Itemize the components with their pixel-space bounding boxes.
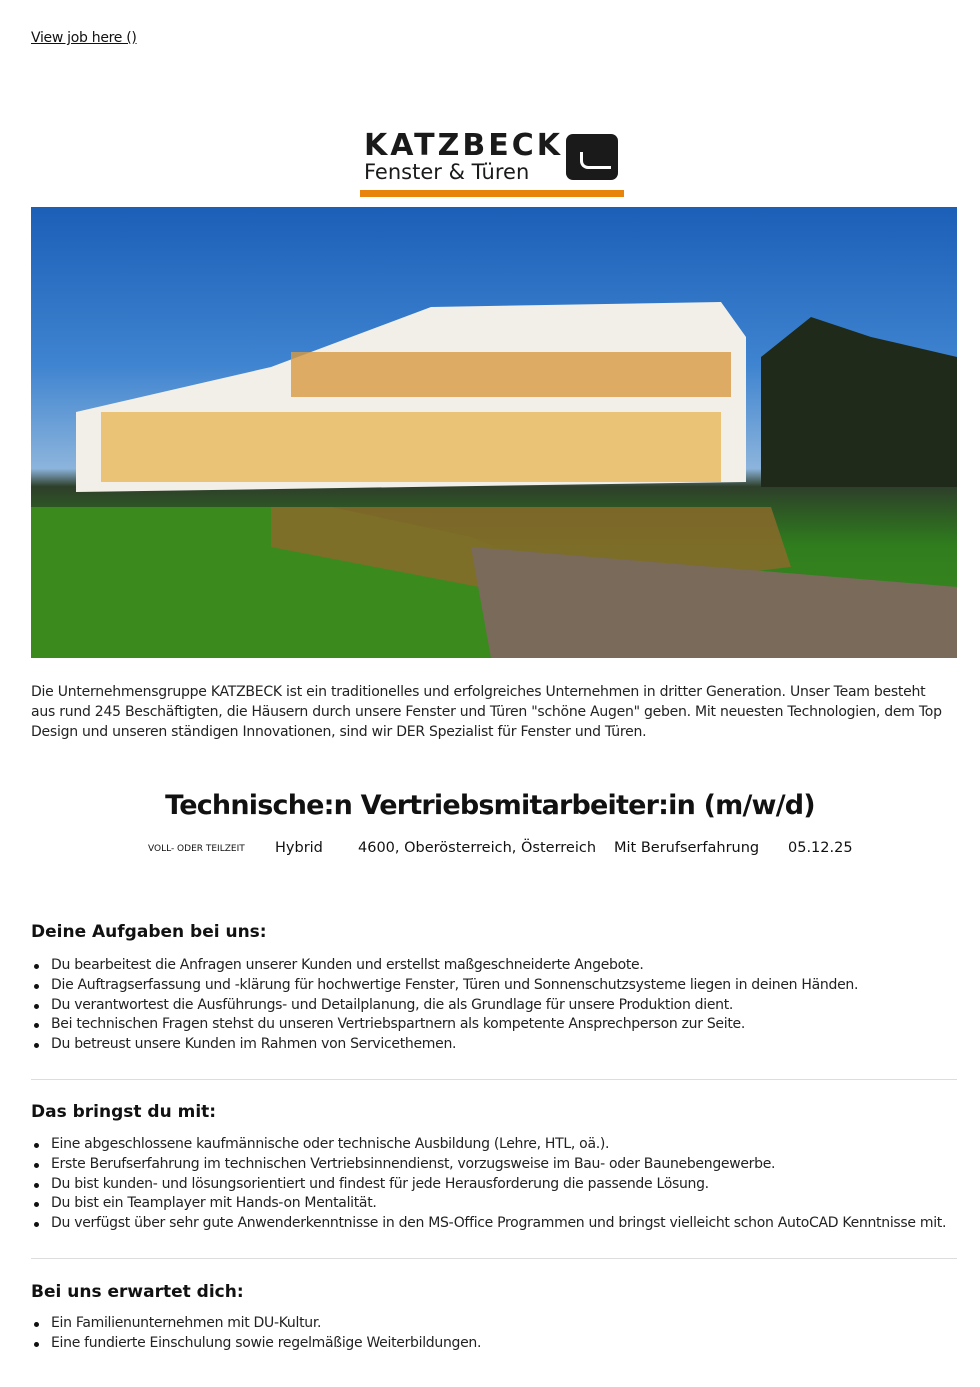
list-item: Erste Berufserfahrung im technischen Vertriebsinnendienst, vorzugsweise im Bau- oder Baunebengewerbe.	[51, 1155, 961, 1175]
employment-type: VOLL- ODER TEILZEIT	[148, 844, 245, 854]
list-item: Du bearbeitest die Anfragen unserer Kunden und erstellst maßgeschneiderte Angebote.	[51, 956, 961, 976]
list-item: Ein Familienunternehmen mit DU-Kultur.	[51, 1314, 961, 1334]
list-item: Du verfügst über sehr gute Anwenderkenntnisse in den MS-Office Programmen und bringst vielleicht schon AutoCAD Kenntnisse mit.	[51, 1214, 961, 1234]
section-heading-benefits: Bei uns erwartet dich:	[31, 1282, 244, 1302]
job-title: Technische:n Vertriebsmitarbeiter:in (m/w/d)	[165, 790, 815, 821]
experience-level: Mit Berufserfahrung	[614, 840, 760, 856]
divider	[31, 1079, 957, 1080]
job-location: 4600, Oberösterreich, Österreich	[358, 840, 597, 856]
list-item: Die Auftragserfassung und -klärung für hochwertige Fenster, Türen und Sonnenschutzsysteme liegen in deinen Händen.	[51, 976, 961, 996]
requirements-list	[51, 1135, 961, 1234]
cat-logo-icon	[566, 134, 618, 180]
hero-house-photo	[31, 207, 957, 658]
logo-tagline: Fenster & Türen	[364, 160, 530, 184]
company-intro: Die Unternehmensgruppe KATZBECK ist ein traditionelles und erfolgreiches Unternehmen in dritter Generation. Unser Team besteht aus rund 245 Beschäftigten, die Häusern durch unsere Fenster und Türen "schöne Augen" geben. Mit neuesten Technologien, dem Top Design und unseren ständigen Innovationen, sind wir DER Spezialist für Fenster und Türen.	[31, 684, 942, 740]
list-item: Eine abgeschlossene kaufmännische oder technische Ausbildung (Lehre, HTL, oä.).	[51, 1135, 961, 1155]
divider	[31, 1258, 957, 1259]
posting-date: 05.12.25	[788, 840, 853, 856]
company-logo	[360, 128, 624, 198]
view-job-link[interactable]: View job here ()	[31, 30, 137, 46]
section-heading-tasks: Deine Aufgaben bei uns:	[31, 922, 267, 942]
logo-name: KATZBECK	[364, 128, 563, 163]
list-item: Bei technischen Fragen stehst du unseren Vertriebspartnern als kompetente Ansprechperson zur Seite.	[51, 1015, 961, 1035]
list-item: Du bist ein Teamplayer mit Hands-on Mentalität.	[51, 1194, 961, 1214]
section-heading-requirements: Das bringst du mit:	[31, 1102, 217, 1122]
work-mode: Hybrid	[275, 840, 323, 856]
tasks-list	[51, 956, 961, 1055]
list-item: Eine fundierte Einschulung sowie regelmäßige Weiterbildungen.	[51, 1334, 961, 1354]
logo-accent-bar	[360, 190, 624, 197]
list-item: Du verantwortest die Ausführungs- und Detailplanung, die als Grundlage für unsere Produktion dient.	[51, 996, 961, 1016]
list-item: Du betreust unsere Kunden im Rahmen von Servicethemen.	[51, 1035, 961, 1055]
benefits-list	[51, 1314, 961, 1354]
list-item: Du bist kunden- und lösungsorientiert und findest für jede Herausforderung die passende Lösung.	[51, 1175, 961, 1195]
